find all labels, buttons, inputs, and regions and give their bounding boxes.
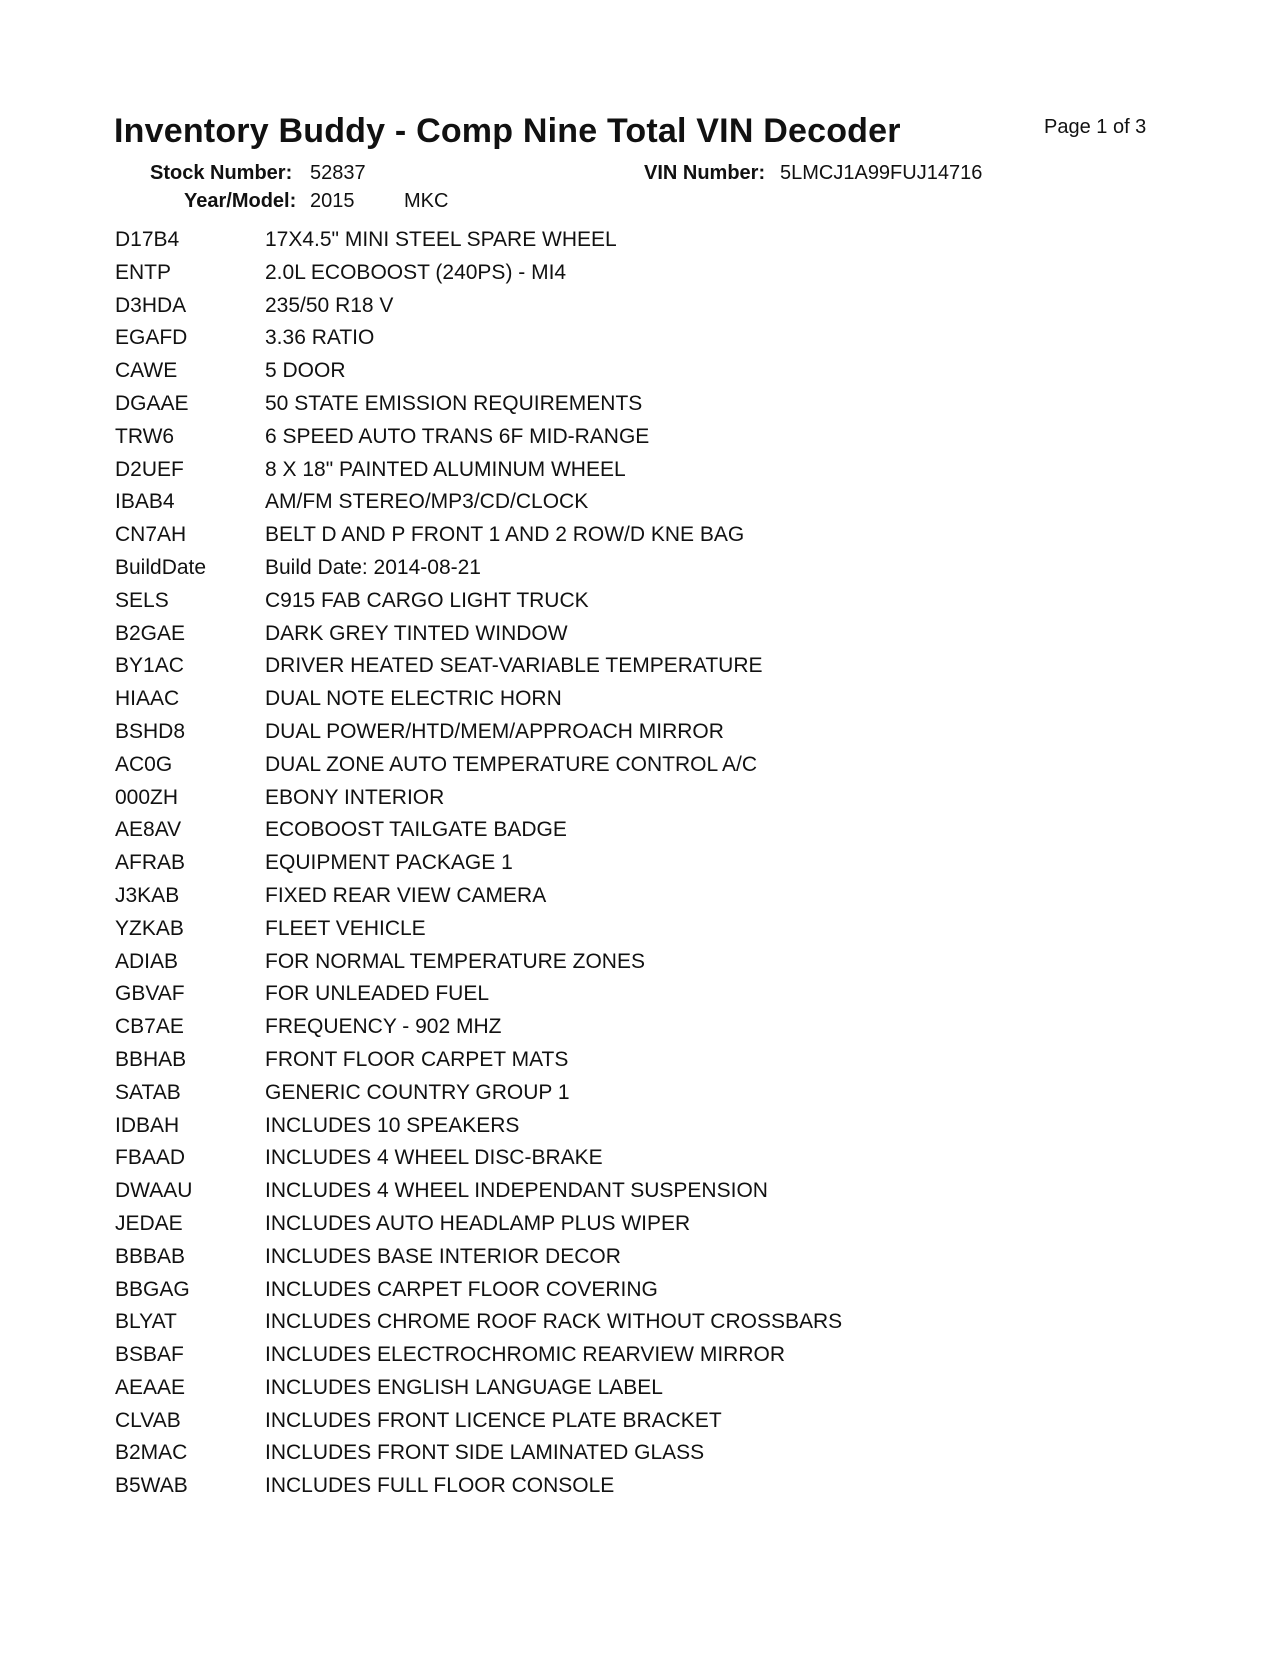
code-row xyxy=(115,1376,1115,1409)
option-code: BSBAF xyxy=(115,1343,184,1367)
code-row xyxy=(115,1310,1115,1343)
code-row xyxy=(115,261,1115,294)
option-description: GENERIC COUNTRY GROUP 1 xyxy=(265,1080,570,1104)
option-description: 3.36 RATIO xyxy=(265,326,375,350)
option-code: B2GAE xyxy=(115,621,186,645)
option-code: CLVAB xyxy=(115,1408,181,1432)
option-code: B2MAC xyxy=(115,1441,188,1465)
option-description: INCLUDES FRONT SIDE LAMINATED GLASS xyxy=(265,1441,705,1465)
option-code: TRW6 xyxy=(115,424,175,448)
code-row xyxy=(115,1343,1115,1376)
option-code: BLYAT xyxy=(115,1310,177,1334)
code-row xyxy=(115,1212,1115,1245)
code-row xyxy=(115,1015,1115,1048)
page-number: Page 1 of 3 xyxy=(1044,116,1147,138)
option-description: INCLUDES 4 WHEEL INDEPENDANT SUSPENSION xyxy=(265,1179,768,1203)
option-description: INCLUDES AUTO HEADLAMP PLUS WIPER xyxy=(265,1211,691,1235)
code-row xyxy=(115,950,1115,983)
option-code: HIAAC xyxy=(115,687,180,711)
code-row xyxy=(115,753,1115,786)
option-code: YZKAB xyxy=(115,916,184,940)
option-code: JEDAE xyxy=(115,1211,183,1235)
option-code: 000ZH xyxy=(115,785,179,809)
code-row xyxy=(115,1409,1115,1442)
code-row xyxy=(115,982,1115,1015)
option-code: DWAAU xyxy=(115,1179,193,1203)
code-row xyxy=(115,654,1115,687)
option-description: FRONT FLOOR CARPET MATS xyxy=(265,1047,569,1071)
option-description: EBONY INTERIOR xyxy=(265,785,445,809)
option-code-list xyxy=(115,228,1115,1507)
option-code: SATAB xyxy=(115,1080,181,1104)
code-row xyxy=(115,917,1115,950)
code-row xyxy=(115,1114,1115,1147)
option-code: D2UEF xyxy=(115,457,184,481)
option-description: DARK GREY TINTED WINDOW xyxy=(265,621,568,645)
code-row xyxy=(115,392,1115,425)
option-description: 2.0L ECOBOOST (240PS) - MI4 xyxy=(265,260,567,284)
option-code: FBAAD xyxy=(115,1146,186,1170)
option-description: FREQUENCY - 902 MHZ xyxy=(265,1015,502,1039)
year-model-label: Year/Model: xyxy=(184,190,297,212)
option-code: IDBAH xyxy=(115,1113,180,1137)
vin-number-label: VIN Number: xyxy=(644,162,766,184)
option-description: FLEET VEHICLE xyxy=(265,916,426,940)
option-description: INCLUDES FRONT LICENCE PLATE BRACKET xyxy=(265,1408,722,1432)
code-row xyxy=(115,720,1115,753)
code-row xyxy=(115,687,1115,720)
code-row xyxy=(115,786,1115,819)
option-code: CB7AE xyxy=(115,1015,184,1039)
option-description: 5 DOOR xyxy=(265,359,346,383)
option-description: FOR NORMAL TEMPERATURE ZONES xyxy=(265,949,645,973)
year-value: 2015 xyxy=(310,190,355,212)
option-code: DGAAE xyxy=(115,391,189,415)
option-description: ECOBOOST TAILGATE BADGE xyxy=(265,818,567,842)
option-code: IBAB4 xyxy=(115,490,175,514)
code-row xyxy=(115,556,1115,589)
code-row xyxy=(115,1245,1115,1278)
option-code: CN7AH xyxy=(115,523,187,547)
option-description: INCLUDES CHROME ROOF RACK WITHOUT CROSSBARS xyxy=(265,1310,843,1334)
code-row xyxy=(115,622,1115,655)
code-row xyxy=(115,359,1115,392)
option-code: BBHAB xyxy=(115,1047,187,1071)
option-description: DRIVER HEATED SEAT-VARIABLE TEMPERATURE xyxy=(265,654,763,678)
code-row xyxy=(115,490,1115,523)
option-description: 6 SPEED AUTO TRANS 6F MID-RANGE xyxy=(265,424,650,448)
option-description: INCLUDES ELECTROCHROMIC REARVIEW MIRROR xyxy=(265,1343,785,1367)
vin-number-value: 5LMCJ1A99FUJ14716 xyxy=(780,162,983,184)
option-description: 8 X 18" PAINTED ALUMINUM WHEEL xyxy=(265,457,626,481)
option-description: INCLUDES 10 SPEAKERS xyxy=(265,1113,520,1137)
option-description: DUAL ZONE AUTO TEMPERATURE CONTROL A/C xyxy=(265,752,758,776)
option-code: BSHD8 xyxy=(115,719,186,743)
option-description: 235/50 R18 V xyxy=(265,293,394,317)
option-description: DUAL POWER/HTD/MEM/APPROACH MIRROR xyxy=(265,719,724,743)
option-description: DUAL NOTE ELECTRIC HORN xyxy=(265,687,562,711)
option-code: BY1AC xyxy=(115,654,184,678)
option-description: INCLUDES CARPET FLOOR COVERING xyxy=(265,1277,658,1301)
option-description: INCLUDES BASE INTERIOR DECOR xyxy=(265,1244,621,1268)
code-row xyxy=(115,851,1115,884)
option-code: SELS xyxy=(115,588,169,612)
option-description: 50 STATE EMISSION REQUIREMENTS xyxy=(265,391,643,415)
option-description: INCLUDES ENGLISH LANGUAGE LABEL xyxy=(265,1375,663,1399)
model-value: MKC xyxy=(404,190,449,212)
option-description: BELT D AND P FRONT 1 AND 2 ROW/D KNE BAG xyxy=(265,523,745,547)
option-code: D17B4 xyxy=(115,228,180,251)
code-row xyxy=(115,1048,1115,1081)
code-row xyxy=(115,1081,1115,1114)
option-code: BBBAB xyxy=(115,1244,186,1268)
option-code: EGAFD xyxy=(115,326,188,350)
code-row xyxy=(115,1278,1115,1311)
option-code: AEAAE xyxy=(115,1375,186,1399)
option-code: J3KAB xyxy=(115,883,180,907)
option-code: AC0G xyxy=(115,752,173,776)
option-code: BBGAG xyxy=(115,1277,190,1301)
stock-number-label: Stock Number: xyxy=(150,162,293,184)
code-row xyxy=(115,425,1115,458)
stock-number-value: 52837 xyxy=(310,162,366,184)
option-description: INCLUDES 4 WHEEL DISC-BRAKE xyxy=(265,1146,603,1170)
option-description: 17X4.5" MINI STEEL SPARE WHEEL xyxy=(265,228,617,251)
option-code: GBVAF xyxy=(115,982,185,1006)
option-code: ENTP xyxy=(115,260,172,284)
page-title: Inventory Buddy - Comp Nine Total VIN Decoder xyxy=(114,112,901,150)
option-description: C915 FAB CARGO LIGHT TRUCK xyxy=(265,588,589,612)
code-row xyxy=(115,818,1115,851)
option-code: D3HDA xyxy=(115,293,187,317)
option-description: INCLUDES FULL FLOOR CONSOLE xyxy=(265,1474,615,1498)
code-row xyxy=(115,326,1115,359)
code-row xyxy=(115,884,1115,917)
option-description: AM/FM STEREO/MP3/CD/CLOCK xyxy=(265,490,589,514)
option-description: Build Date: 2014-08-21 xyxy=(265,555,481,579)
code-row xyxy=(115,1179,1115,1212)
code-row xyxy=(115,294,1115,327)
option-code: BuildDate xyxy=(115,555,207,579)
code-row xyxy=(115,458,1115,491)
code-row xyxy=(115,1441,1115,1474)
code-row xyxy=(115,1146,1115,1179)
option-description: FIXED REAR VIEW CAMERA xyxy=(265,883,547,907)
option-code: AFRAB xyxy=(115,851,186,875)
option-description: FOR UNLEADED FUEL xyxy=(265,982,490,1006)
code-row xyxy=(115,523,1115,556)
option-code: ADIAB xyxy=(115,949,179,973)
option-code: CAWE xyxy=(115,359,178,383)
code-row xyxy=(115,589,1115,622)
option-code: B5WAB xyxy=(115,1474,188,1498)
code-row xyxy=(115,1474,1115,1507)
option-code: AE8AV xyxy=(115,818,182,842)
option-description: EQUIPMENT PACKAGE 1 xyxy=(265,851,513,875)
code-row xyxy=(115,228,1115,261)
